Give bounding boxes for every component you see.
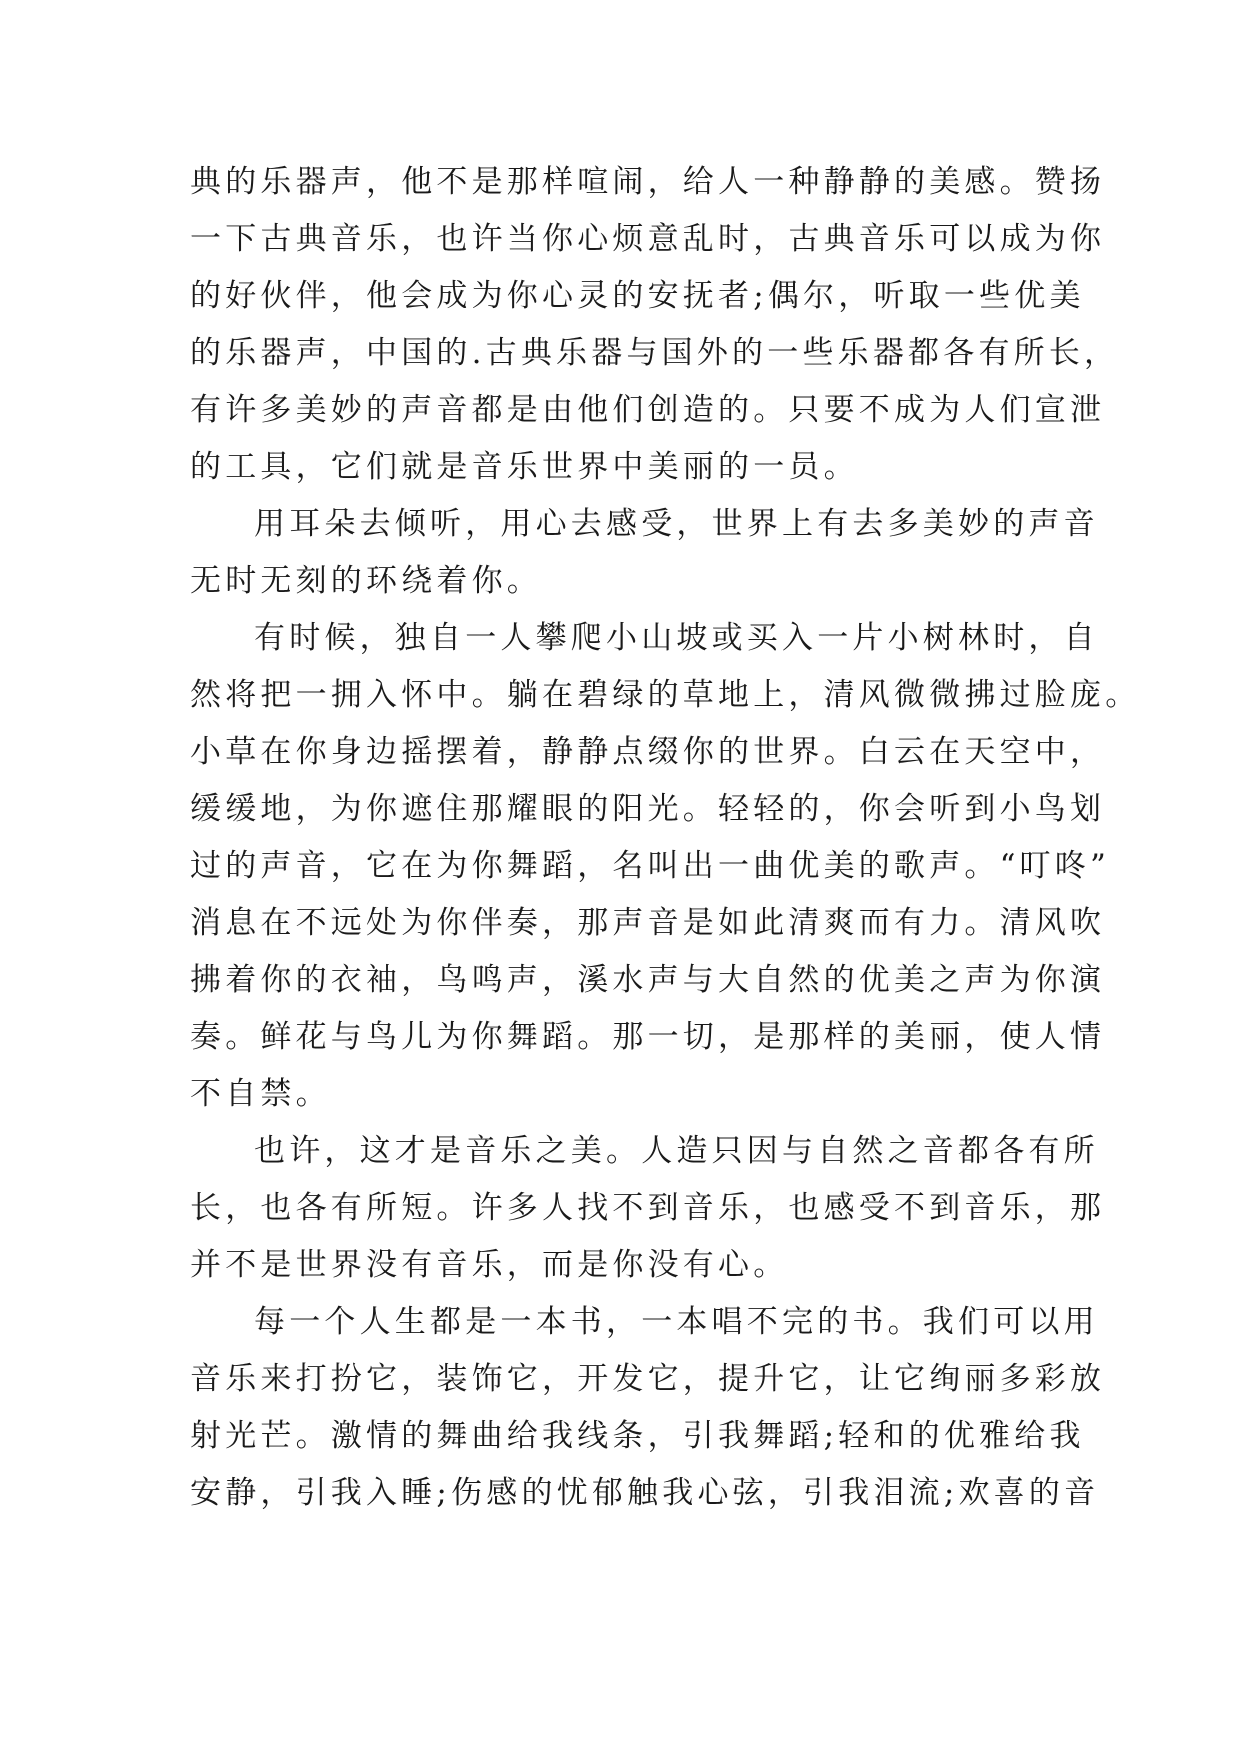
text-line: 的好伙伴，他会成为你心灵的安抚者;偶尔，听取一些优美 xyxy=(190,278,1085,314)
paragraph-first-line: 用耳朵去倾听，用心去感受，世界上有去多美妙的声音 xyxy=(254,506,1099,542)
text-line: 缓缓地，为你遮住那耀眼的阳光。轻轻的，你会听到小鸟划 xyxy=(190,791,1106,827)
paragraph-first-line: 每一个人生都是一本书，一本唱不完的书。我们可以用 xyxy=(254,1304,1099,1340)
text-line: 过的声音，它在为你舞蹈，名叫出一曲优美的歌声。“叮咚” xyxy=(190,848,1111,884)
text-line: 不自禁。 xyxy=(190,1076,331,1112)
paragraph-first-line: 有时候，独自一人攀爬小山坡或买入一片小树林时，自 xyxy=(254,620,1099,656)
text-line: 然将把一拥入怀中。躺在碧绿的草地上，清风微微拂过脸庞。 xyxy=(190,677,1141,713)
text-line: 消息在不远处为你伴奏，那声音是如此清爽而有力。清风吹 xyxy=(190,905,1106,941)
text-line: 并不是世界没有音乐，而是你没有心。 xyxy=(190,1247,789,1283)
text-line: 无时无刻的环绕着你。 xyxy=(190,563,542,599)
text-line: 安静，引我入睡;伤感的忧郁触我心弦，引我泪流;欢喜的音 xyxy=(190,1475,1100,1511)
text-line: 音乐来打扮它，装饰它，开发它，提升它，让它绚丽多彩放 xyxy=(190,1361,1106,1397)
text-line: 的乐器声，中国的.古典乐器与国外的一些乐器都各有所长， xyxy=(190,335,1120,371)
text-line: 典的乐器声，他不是那样喧闹，给人一种静静的美感。赞扬 xyxy=(190,164,1106,200)
text-line: 长，也各有所短。许多人找不到音乐，也感受不到音乐，那 xyxy=(190,1190,1106,1226)
body-text xyxy=(190,154,1141,1522)
text-line: 奏。鲜花与鸟儿为你舞蹈。那一切，是那样的美丽，使人情 xyxy=(190,1019,1106,1055)
text-line: 一下古典音乐，也许当你心烦意乱时，古典音乐可以成为你 xyxy=(190,221,1106,257)
text-line: 小草在你身边摇摆着，静静点缀你的世界。白云在天空中， xyxy=(190,734,1106,770)
text-line: 的工具，它们就是音乐世界中美丽的一员。 xyxy=(190,449,859,485)
text-line: 射光芒。激情的舞曲给我线条，引我舞蹈;轻和的优雅给我 xyxy=(190,1418,1085,1454)
text-line: 有许多美妙的声音都是由他们创造的。只要不成为人们宣泄 xyxy=(190,392,1106,428)
paragraph-first-line: 也许，这才是音乐之美。人造只因与自然之音都各有所 xyxy=(254,1133,1099,1169)
text-line: 拂着你的衣袖，鸟鸣声，溪水声与大自然的优美之声为你演 xyxy=(190,962,1106,998)
